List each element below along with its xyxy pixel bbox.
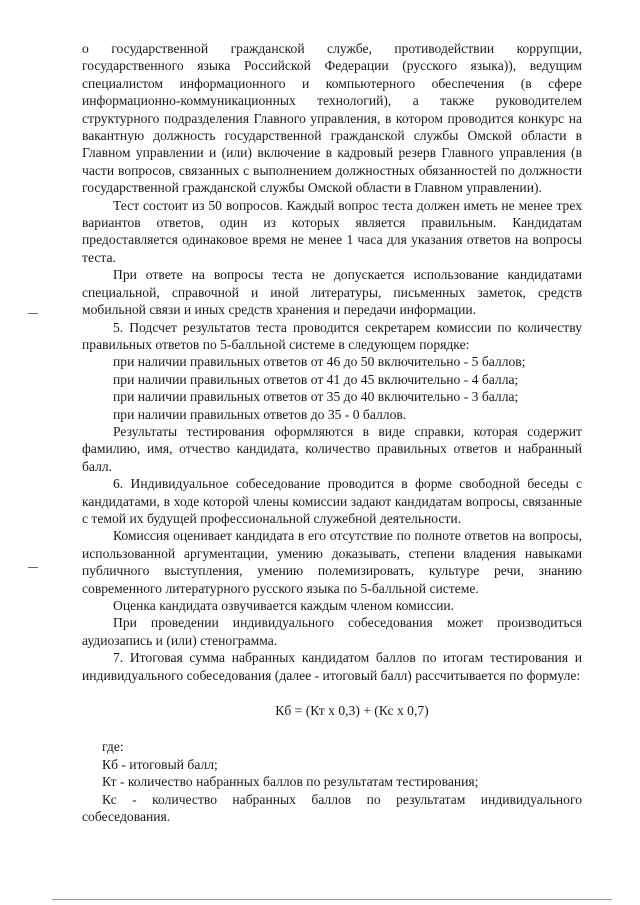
document-body <box>82 40 582 825</box>
legend-item: собеседования. <box>82 809 171 825</box>
scan-margin-mark <box>28 567 38 568</box>
legend-item: Кб - итоговый балл; <box>102 756 218 772</box>
paragraph: 5. Подсчет результатов теста проводится секретарем комиссии по количеству правильных ответов по 5-балльной системе в следующем порядке: <box>82 319 582 352</box>
paragraph: Результаты тестирования оформляются в виде справки, которая содержит фамилию, имя, отчество кандидата, количество правильных ответов и набранный балл. <box>82 423 582 474</box>
paragraph: При ответе на вопросы теста не допускается использование кандидатами специальной, справочной и иной литературы, письменных заметок, средств мобильной связи и иных средств хранения и передачи информации. <box>82 267 582 318</box>
formula-legend <box>82 738 582 825</box>
paragraph: Комиссия оценивает кандидата в его отсутствие по полноте ответов на вопросы, использованной аргументации, умению доказывать, степени владения навыками публичного выступления, умению полемизировать, культуре речи, знанию современного литературного русского языка по 5-балльной системе. <box>82 528 582 596</box>
legend-where: где: <box>102 739 124 755</box>
paragraph: При проведении индивидуального собеседования может производиться аудиозапись и (или) стенограмма. <box>82 615 582 648</box>
list-item: при наличии правильных ответов до 35 - 0 баллов. <box>113 406 407 422</box>
list-item: при наличии правильных ответов от 46 до 50 включительно - 5 баллов; <box>113 354 526 370</box>
legend-item: Кт - количество набранных баллов по результатам тестирования; <box>102 774 479 790</box>
legend-item: Кс - количество набранных баллов по результатам индивидуального <box>102 791 582 807</box>
paragraph: 6. Индивидуальное собеседование проводится в форме свободной беседы с кандидатами, в ходе которой члены комиссии задают кандидатам вопросы, связанные с темой их будущей профессиональной служебной деятельности. <box>82 476 582 526</box>
paragraph: 7. Итоговая сумма набранных кандидатом баллов по итогам тестирования и индивидуального собеседования (далее - итоговый балл) рассчитывается по формуле: <box>82 650 582 683</box>
score-list <box>82 353 582 423</box>
paragraph: Тест состоит из 50 вопросов. Каждый вопрос теста должен иметь не менее трех вариантов ответов, один из которых является правильным. Кандидатам предоставляется одинаковое время не менее 1 часа для указания ответов на вопросы теста. <box>82 197 582 265</box>
paragraph: Оценка кандидата озвучивается каждым членом комиссии. <box>113 598 455 613</box>
list-item: при наличии правильных ответов от 41 до 45 включительно - 4 балла; <box>113 371 519 387</box>
list-item: при наличии правильных ответов от 35 до 40 включительно - 3 балла; <box>113 389 519 405</box>
bottom-edge-line <box>52 899 612 900</box>
paragraph: о государственной гражданской службе, противодействии коррупции, государственного языка Российской Федерации (русского языка)), ведущим специалистом информационного и компьютерного обеспечения (в сфере информационно-коммуникационных технологий), а также руководителем структурного подразделения Главного управления, в котором проводится конкурс на вакантную должность государственной гражданской службы Омской области в Главном управлении и (или) включение в кадровый резерв Главного управления (в части вопросов, связанных с выполнением должностных обязанностей по должности государственной гражданской службы Омской области в Главном управлении). <box>82 41 582 196</box>
scan-margin-mark <box>28 313 38 314</box>
formula: Кб = (Кт x 0,3) + (Кс x 0,7) <box>275 703 429 719</box>
